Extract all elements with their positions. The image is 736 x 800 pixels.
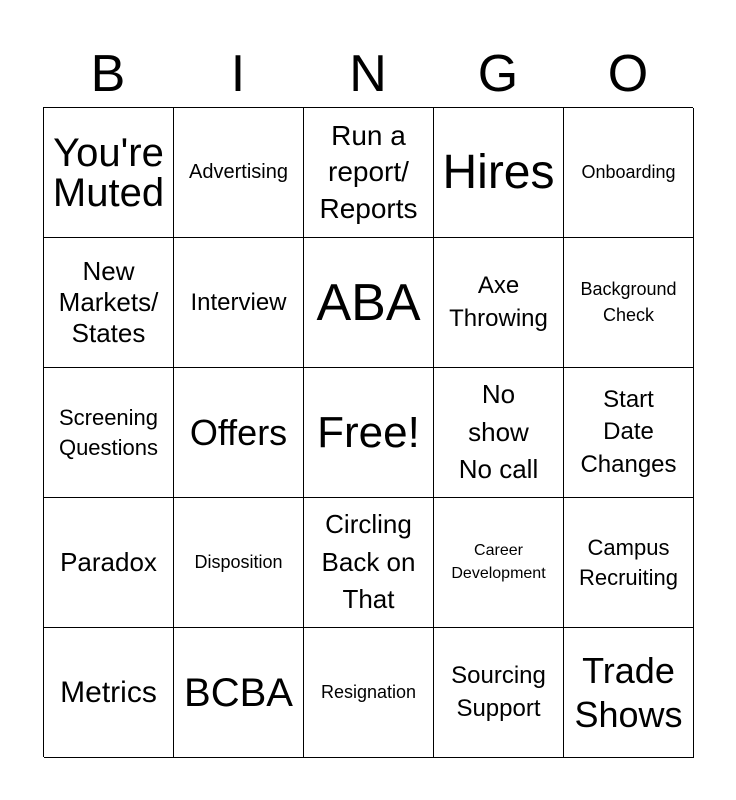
header-letter-g: G [477,45,519,103]
bingo-cell-r1-c5[interactable]: Onboarding [564,108,694,238]
bingo-cell-r1-c2[interactable]: Advertising [174,108,304,238]
bingo-cell-r4-c2[interactable]: Disposition [174,498,304,628]
bingo-cell-r5-c1[interactable]: Metrics [44,628,174,758]
bingo-cell-r4-c1[interactable]: Paradox [44,498,174,628]
bingo-cell-r2-c4[interactable]: Axe Throwing [434,238,564,368]
bingo-cell-r3-c4[interactable]: No show No call [434,368,564,498]
bingo-cell-r2-c2[interactable]: Interview [174,238,304,368]
bingo-cell-r3-c1[interactable]: Screening Questions [44,368,174,498]
header-letter-o: O [607,45,649,103]
bingo-cell-r2-c5[interactable]: Background Check [564,238,694,368]
bingo-cell-r5-c3[interactable]: Resignation [304,628,434,758]
bingo-cell-r5-c4[interactable]: Sourcing Support [434,628,564,758]
bingo-cell-r4-c3[interactable]: Circling Back on That [304,498,434,628]
header-letter-n: N [349,45,387,103]
bingo-cell-r4-c5[interactable]: Campus Recruiting [564,498,694,628]
bingo-cell-r2-c1[interactable]: New Markets/ States [44,238,174,368]
bingo-cell-r1-c4[interactable]: Hires [434,108,564,238]
bingo-board [43,107,693,757]
header-letter-i: I [230,45,246,103]
bingo-cell-r3-c5[interactable]: Start Date Changes [564,368,694,498]
bingo-cell-r2-c3[interactable]: ABA [304,238,434,368]
header-letter-b: B [90,45,126,103]
bingo-header [43,40,693,108]
bingo-cell-r4-c4[interactable]: Career Development [434,498,564,628]
bingo-cell-r3-c3[interactable]: Free! [304,368,434,498]
bingo-cell-r1-c3[interactable]: Run a report/ Reports [304,108,434,238]
bingo-cell-r3-c2[interactable]: Offers [174,368,304,498]
bingo-cell-r1-c1[interactable]: You're Muted [44,108,174,238]
bingo-cell-r5-c2[interactable]: BCBA [174,628,304,758]
bingo-cell-r5-c5[interactable]: Trade Shows [564,628,694,758]
